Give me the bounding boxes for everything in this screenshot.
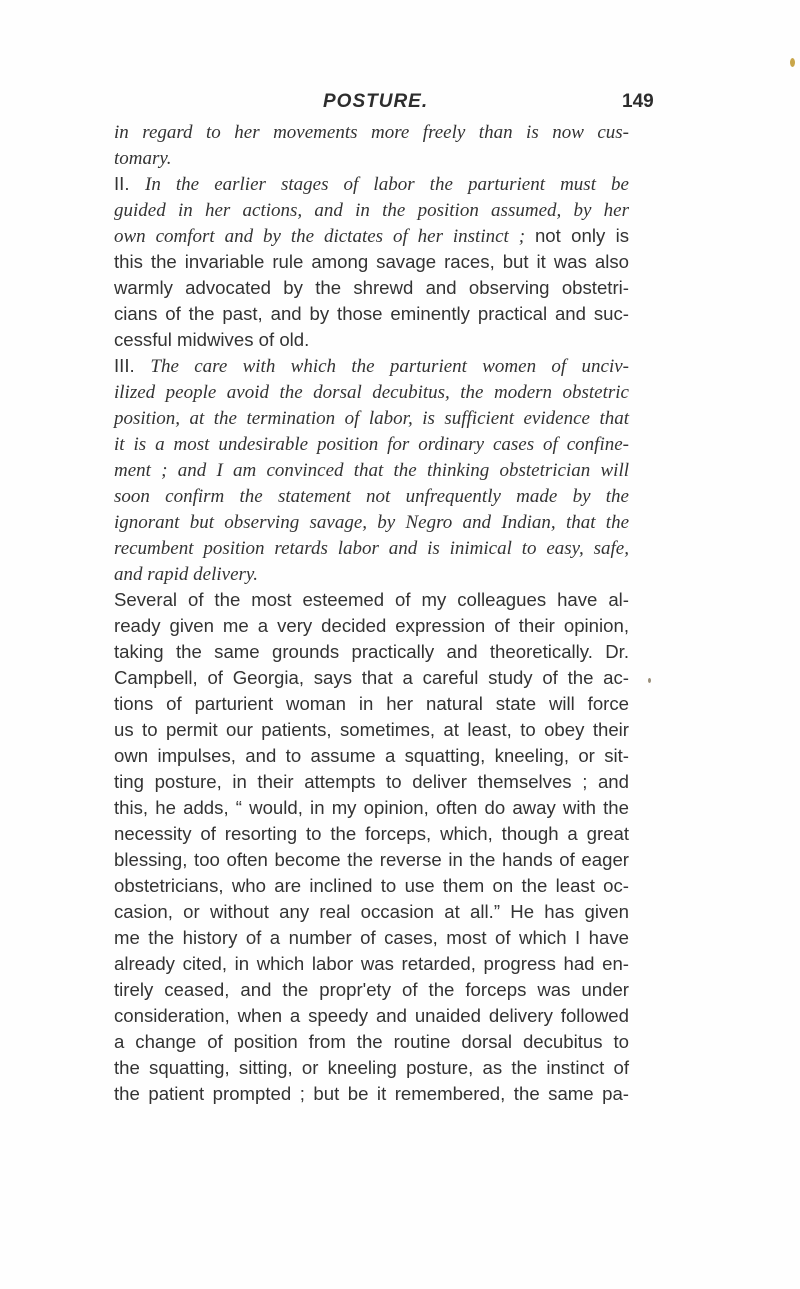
roman-text: necessity of resorting to the forceps, which, though a great xyxy=(114,823,629,844)
roman-text: the patient prompted ; but be it remembered, the same pa- xyxy=(114,1083,629,1104)
roman-text: tions of parturient woman in her natural state will force xyxy=(114,693,629,714)
italic-text: ignorant but observing savage, by Negro and Indian, that the xyxy=(114,512,629,533)
text-line xyxy=(114,743,629,769)
text-line xyxy=(114,457,629,483)
text-line xyxy=(114,1003,629,1029)
roman-text: already cited, in which labor was retarded, progress had en- xyxy=(114,953,629,974)
running-head xyxy=(0,91,800,115)
italic-text: ment ; and I am convinced that the thinking obstetrician will xyxy=(114,460,629,481)
text-line xyxy=(114,847,629,873)
roman-text: a change of position from the routine dorsal decubitus to xyxy=(114,1031,629,1052)
text-line xyxy=(114,197,629,223)
roman-text: consideration, when a speedy and unaided delivery followed xyxy=(114,1005,629,1026)
text-line xyxy=(114,249,629,275)
italic-text: soon confirm the statement not unfrequently made by the xyxy=(114,486,629,507)
text-line xyxy=(114,977,629,1003)
text-line xyxy=(114,899,629,925)
text-line xyxy=(114,1081,629,1107)
text-line xyxy=(114,1055,629,1081)
text-line xyxy=(114,535,629,561)
italic-text: ilized people avoid the dorsal decubitus, the modern obstetric xyxy=(114,382,629,403)
roman-text: not only is xyxy=(534,225,629,246)
roman-text: the squatting, sitting, or kneeling posture, as the instinct of xyxy=(114,1057,629,1078)
running-title: POSTURE. xyxy=(323,91,429,112)
italic-text: recumbent position retards labor and is inimical to easy, safe, xyxy=(114,538,629,559)
text-line xyxy=(114,561,629,587)
text-line xyxy=(114,509,629,535)
text-line xyxy=(114,951,629,977)
italic-text: in regard to her movements more freely than is now cus- xyxy=(114,122,629,143)
text-line xyxy=(114,301,629,327)
text-line xyxy=(114,769,629,795)
text-line xyxy=(114,145,629,171)
roman-text: cessful midwives of old. xyxy=(114,329,310,350)
roman-text: Campbell, of Georgia, says that a careful study of the ac- xyxy=(114,667,629,688)
italic-text: The care with which the parturient women of unciv- xyxy=(150,356,629,377)
roman-text: me the history of a number of cases, most of which I have xyxy=(114,927,629,948)
text-line xyxy=(114,717,629,743)
roman-text: casion, or without any real occasion at all.” He has given xyxy=(114,901,629,922)
text-line xyxy=(114,119,629,145)
text-line xyxy=(114,665,629,691)
italic-text: and rapid delivery. xyxy=(114,564,259,585)
body-text xyxy=(114,119,629,1107)
text-line xyxy=(114,171,629,197)
roman-text: us to permit our patients, sometimes, at least, to obey their xyxy=(114,719,629,740)
italic-text: own comfort and by the dictates of her instinct ; xyxy=(114,226,535,247)
text-line xyxy=(114,795,629,821)
text-line xyxy=(114,327,629,353)
italic-text: it is a most undesirable position for ordinary cases of confine- xyxy=(114,434,629,455)
roman-text: tirely ceased, and the propr'ety of the forceps was under xyxy=(114,979,629,1000)
roman-text: II. xyxy=(114,173,145,194)
text-line xyxy=(114,691,629,717)
roman-text: own impulses, and to assume a squatting, kneeling, or sit- xyxy=(114,745,629,766)
roman-text: III. xyxy=(114,355,151,376)
text-line xyxy=(114,925,629,951)
page-number: 149 xyxy=(622,91,654,112)
text-line xyxy=(114,405,629,431)
roman-text: this the invariable rule among savage races, but it was also xyxy=(114,251,629,272)
text-line xyxy=(114,587,629,613)
roman-text: ting posture, in their attempts to deliver themselves ; and xyxy=(114,771,629,792)
text-line xyxy=(114,275,629,301)
text-line xyxy=(114,483,629,509)
paper-speck xyxy=(790,58,795,67)
roman-text: Several of the most esteemed of my colleagues have al- xyxy=(114,589,629,610)
italic-text: position, at the termination of labor, is sufficient evidence that xyxy=(114,408,629,429)
text-line xyxy=(114,223,629,249)
roman-text: cians of the past, and by those eminently practical and suc- xyxy=(114,303,629,324)
roman-text: taking the same grounds practically and theoretically. Dr. xyxy=(114,641,629,662)
text-line xyxy=(114,873,629,899)
text-line xyxy=(114,431,629,457)
roman-text: warmly advocated by the shrewd and observing obstetri- xyxy=(114,277,629,298)
text-line xyxy=(114,1029,629,1055)
roman-text: obstetricians, who are inclined to use them on the least oc- xyxy=(114,875,629,896)
roman-text: this, he adds, “ would, in my opinion, often do away with the xyxy=(114,797,629,818)
italic-text: tomary. xyxy=(114,148,172,169)
italic-text: In the earlier stages of labor the parturient must be xyxy=(145,174,629,195)
roman-text: ready given me a very decided expression of their opinion, xyxy=(114,615,629,636)
text-line xyxy=(114,379,629,405)
paper-speck xyxy=(648,678,651,683)
italic-text: guided in her actions, and in the position assumed, by her xyxy=(114,200,629,221)
text-line xyxy=(114,639,629,665)
text-line xyxy=(114,353,629,379)
text-line xyxy=(114,821,629,847)
roman-text: blessing, too often become the reverse in the hands of eager xyxy=(114,849,629,870)
text-line xyxy=(114,613,629,639)
